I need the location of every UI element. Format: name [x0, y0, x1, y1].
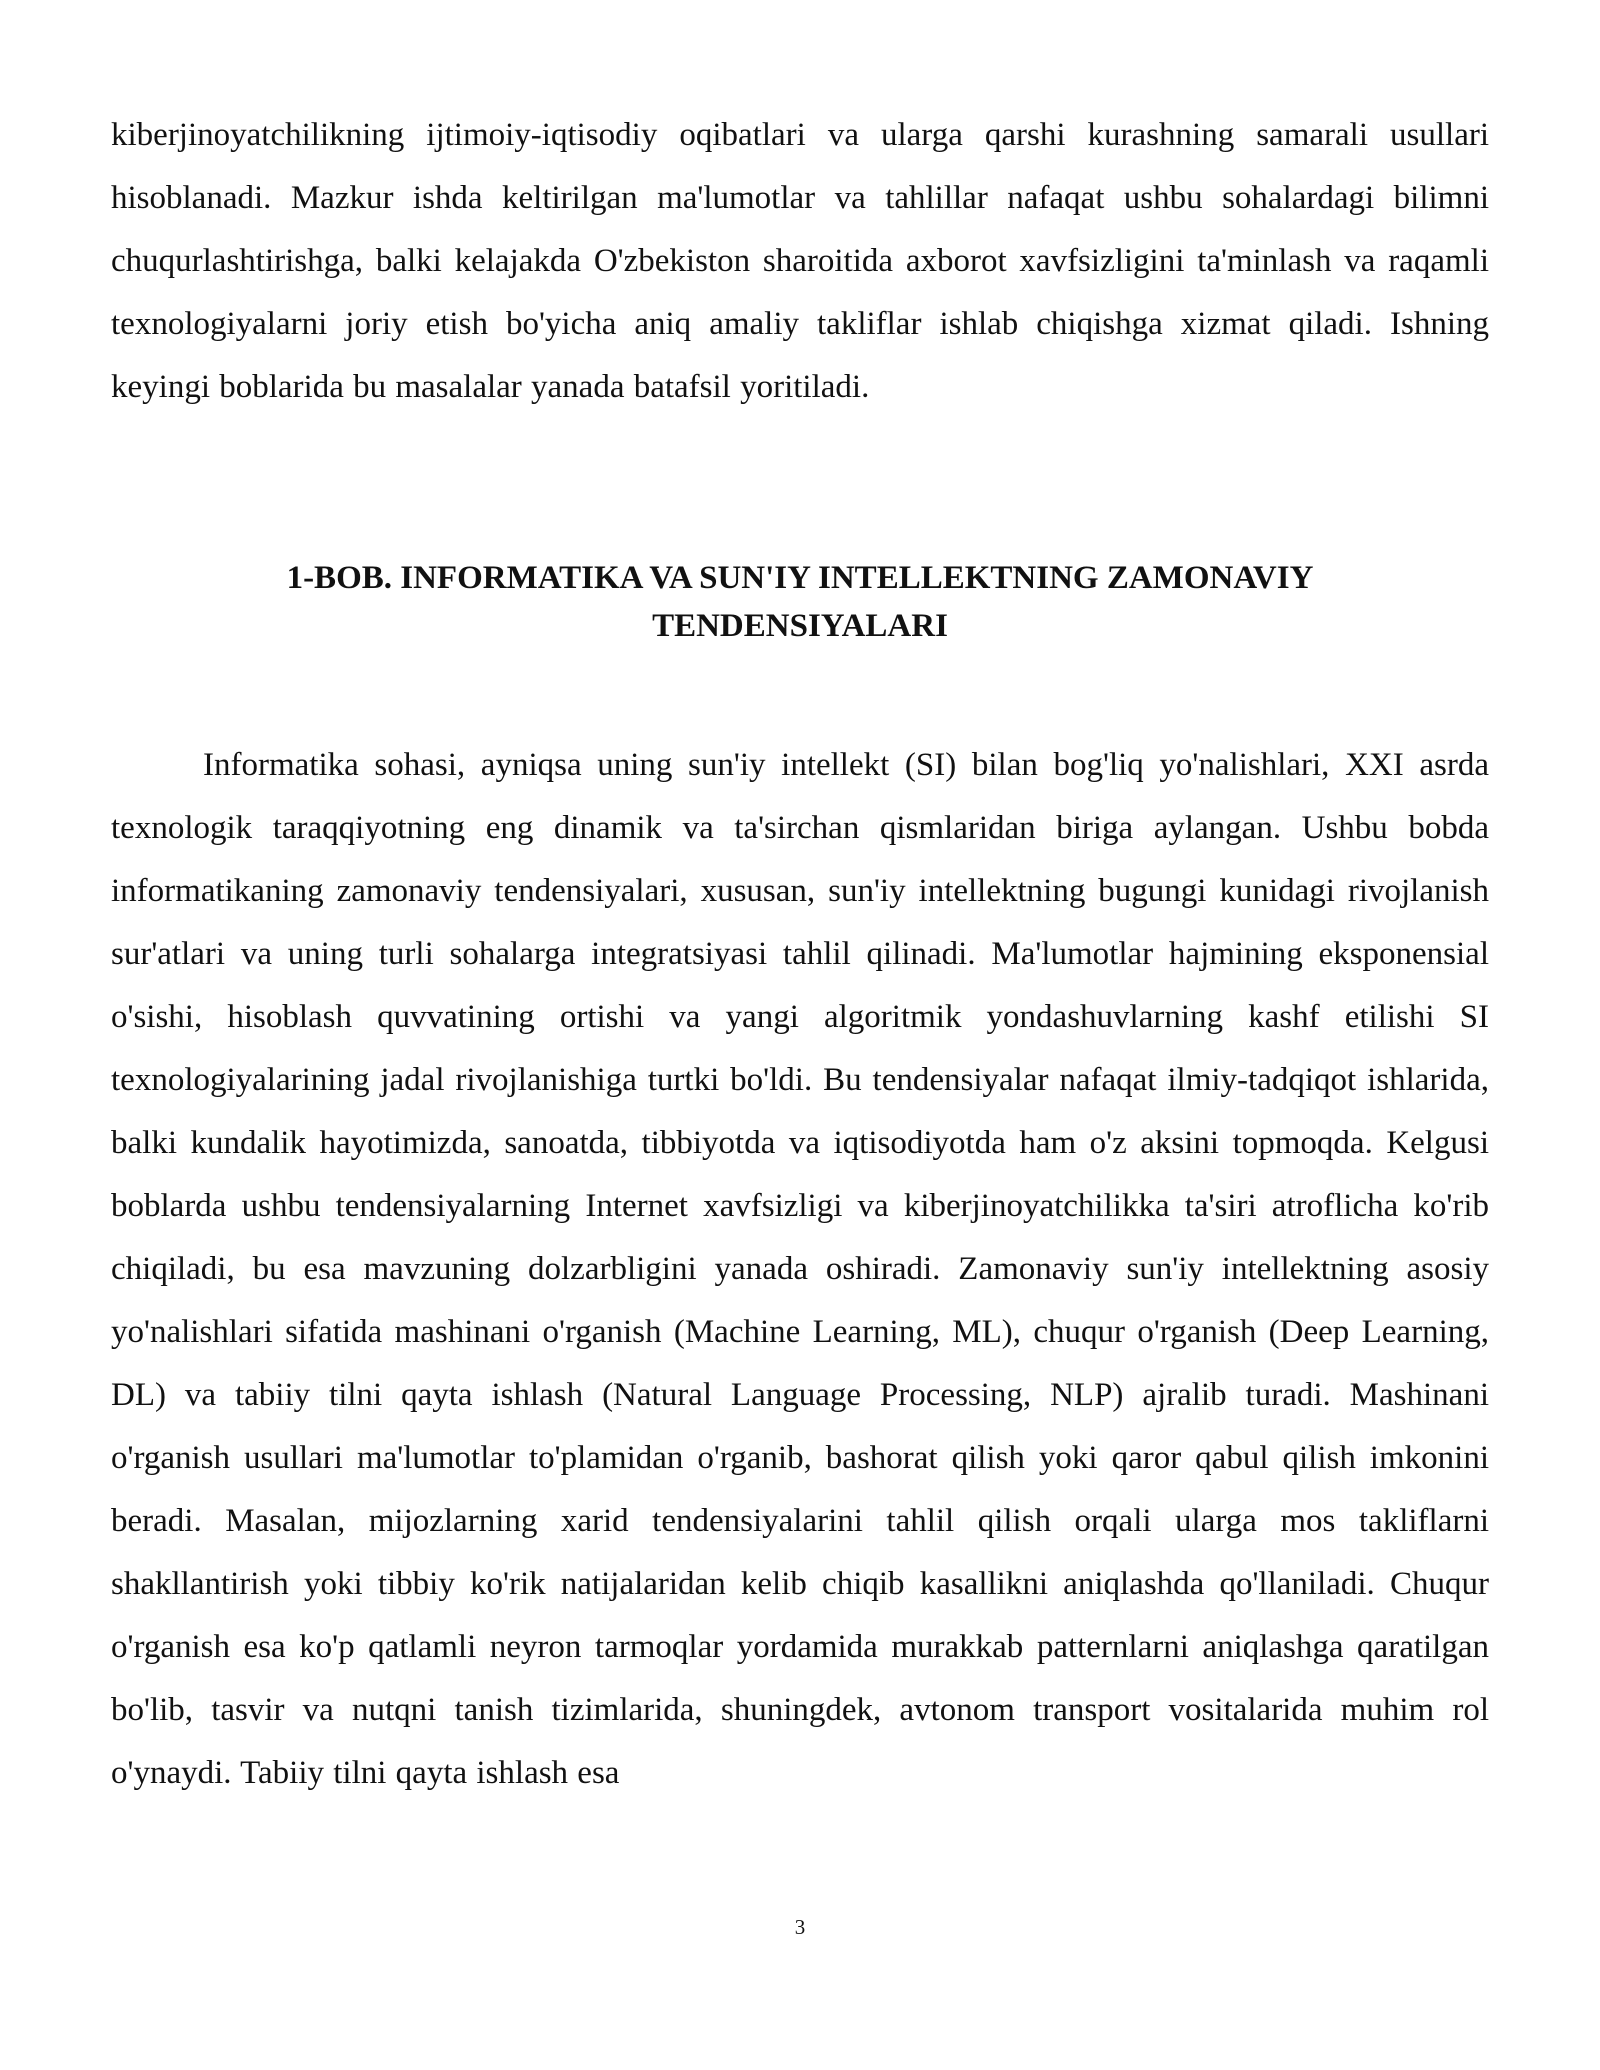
document-page — [111, 104, 1489, 1791]
chapter-heading — [111, 554, 1489, 650]
chapter-heading-line-1: 1-BOB. INFORMATIKA VA SUN'IY INTELLEKTNING ZAMONAVIY — [286, 560, 1314, 596]
chapter-heading-line-2: TENDENSIYALARI — [652, 608, 948, 644]
paragraph-chapter-body: Informatika sohasi, ayniqsa uning sun'iy intellekt (SI) bilan bog'liq yo'nalishlari, XXI asrda texnologik taraqqiyotning eng dinamik va ta'sirchan qismlaridan biriga aylangan. Ushbu bobda informatikaning zamonaviy tendensiyalari, xususan, sun'iy intellektning bugungi kunidagi rivojlanish sur'atlari va uning turli sohalarga integratsiyasi tahlil qilinadi. Ma'lumotlar hajmining eksponensial o'sishi, hisoblash quvvatining ortishi va yangi algoritmik yondashuvlarning kashf etilishi SI texnologiyalarining jadal rivojlanishiga turtki bo'ldi. Bu tendensiyalar nafaqat ilmiy-tadqiqot ishlarida, balki kundalik hayotimizda, sanoatda, tibbiyotda va iqtisodiyotda ham o'z aksini topmoqda. Kelgusi boblarda ushbu tendensiyalarning Internet xavfsizligi va kiberjinoyatchilikka ta'siri atroflicha ko'rib chiqiladi, bu esa mavzuning dolzarbligini yanada oshiradi. Zamonaviy sun'iy intellektning asosiy yo'nalishlari sifatida mashinani o'rganish (Machine Learning, ML), chuqur o'rganish (Deep Learning, DL) va tabiiy tilni qayta ishlash (Natural Language Processing, NLP) ajralib turadi. Mashinani o'rganish usullari ma'lumotlar to'plamidan o'rganib, bashorat qilish yoki qaror qabul qilish imkonini beradi. Masalan, mijozlarning xarid tendensiyalarini tahlil qilish orqali ularga mos takliflarni shakllantirish yoki tibbiy ko'rik natijalaridan kelib chiqib kasallikni aniqlashda qo'llaniladi. Chuqur o'rganish esa ko'p qatlamli neyron tarmoqlar yordamida murakkab patternlarni aniqlashga qaratilgan bo'lib, tasvir va nutqni tanish tizimlarida, shuningdek, avtonom transport vositalarida muhim rol o'ynaydi. Tabiiy tilni qayta ishlash esa — [111, 747, 1489, 1791]
paragraph-intro-continuation: kiberjinoyatchilikning ijtimoiy-iqtisodiy oqibatlari va ularga qarshi kurashning samarali usullari hisoblanadi. Mazkur ishda keltirilgan ma'lumotlar va tahlillar nafaqat ushbu sohalardagi bilimni chuqurlashtirishga, balki kelajakda O'zbekiston sharoitida axborot xavfsizligini ta'minlash va raqamli texnologiyalarni joriy etish bo'yicha aniq amaliy takliflar ishlab chiqishga xizmat qiladi. Ishning keyingi boblarida bu masalalar yanada batafsil yoritiladi. — [111, 117, 1489, 405]
page-number: 3 — [794, 1915, 806, 1939]
